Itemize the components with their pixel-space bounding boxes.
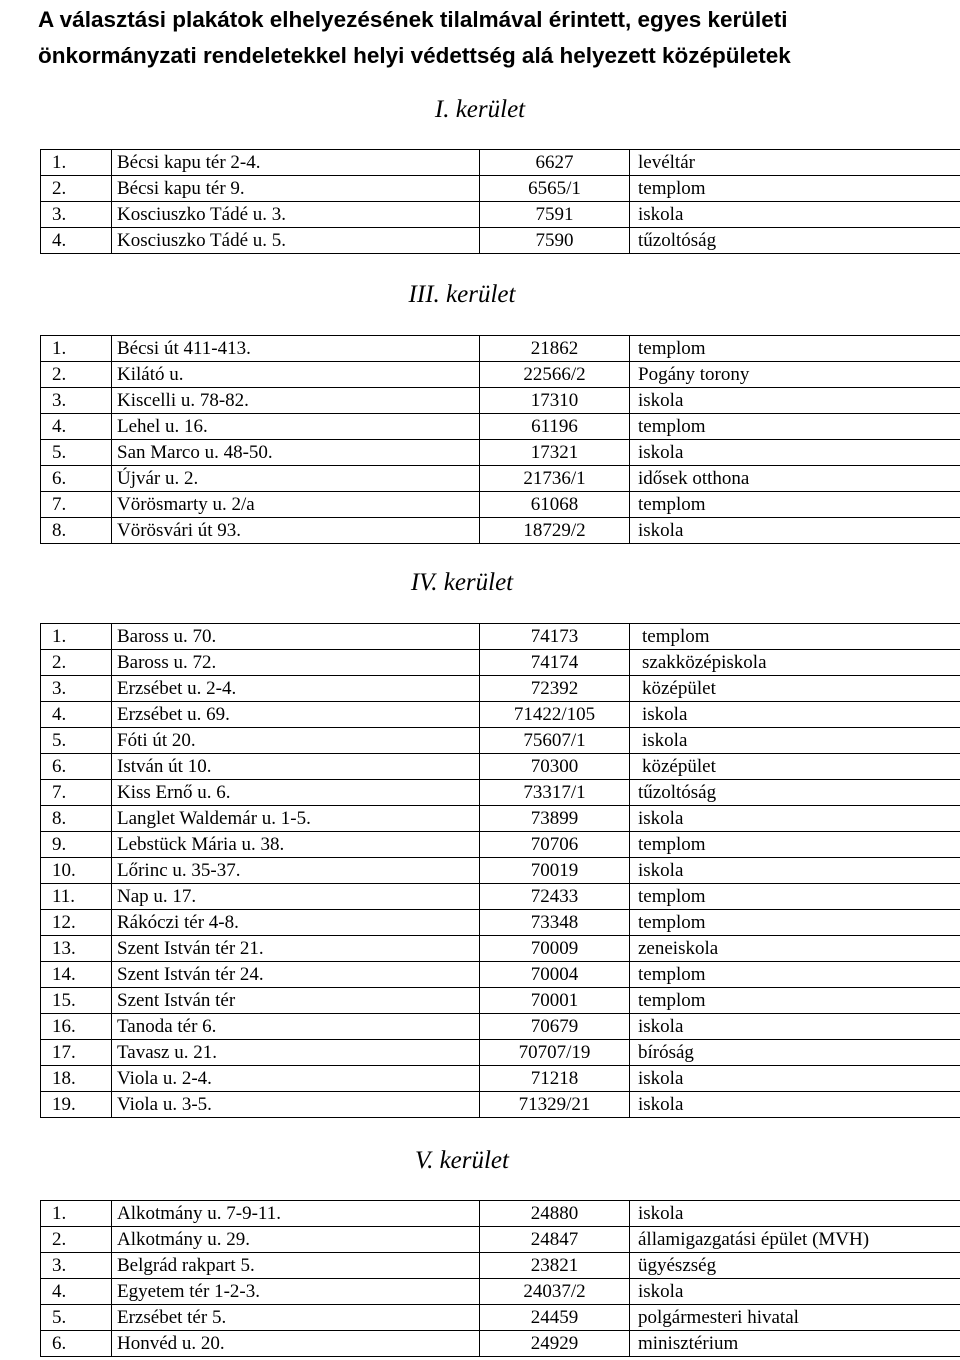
address-cell: Baross u. 70.: [112, 624, 480, 650]
lot-number-cell: 24929: [480, 1331, 630, 1357]
building-type-cell: iskola: [630, 1279, 960, 1305]
row-number: 1.: [41, 336, 112, 362]
row-number: 3.: [41, 1253, 112, 1279]
lot-number-cell: 72433: [480, 884, 630, 910]
table-row: [41, 388, 960, 414]
address-cell: Kosciuszko Tádé u. 5.: [112, 228, 480, 254]
table-row: [41, 336, 960, 362]
lot-number-cell: 23821: [480, 1253, 630, 1279]
table-row: [41, 150, 960, 176]
lot-number-cell: 61196: [480, 414, 630, 440]
address-cell: Kiscelli u. 78-82.: [112, 388, 480, 414]
table-row: [41, 1014, 960, 1040]
address-cell: Bécsi kapu tér 2-4.: [112, 150, 480, 176]
row-number: 2.: [41, 1227, 112, 1253]
row-number: 2.: [41, 362, 112, 388]
table-row: [41, 518, 960, 544]
table-row: [41, 466, 960, 492]
lot-number-cell: 24459: [480, 1305, 630, 1331]
district-table-v: [40, 1200, 960, 1357]
building-type-cell: templom: [630, 962, 960, 988]
address-cell: Tanoda tér 6.: [112, 1014, 480, 1040]
row-number: 4.: [41, 414, 112, 440]
building-type-cell: iskola: [630, 1201, 960, 1227]
lot-number-cell: 74173: [480, 624, 630, 650]
row-number: 3.: [41, 676, 112, 702]
row-number: 4.: [41, 1279, 112, 1305]
building-type-cell: szakközépiskola: [630, 650, 960, 676]
lot-number-cell: 7591: [480, 202, 630, 228]
row-number: 18.: [41, 1066, 112, 1092]
lot-number-cell: 18729/2: [480, 518, 630, 544]
address-cell: San Marco u. 48-50.: [112, 440, 480, 466]
table-row: [41, 624, 960, 650]
lot-number-cell: 24880: [480, 1201, 630, 1227]
lot-number-cell: 70300: [480, 754, 630, 780]
row-number: 3.: [41, 202, 112, 228]
building-type-cell: zeneiskola: [630, 936, 960, 962]
building-type-cell: középület: [630, 754, 960, 780]
building-type-cell: templom: [630, 414, 960, 440]
lot-number-cell: 22566/2: [480, 362, 630, 388]
building-type-cell: idősek otthona: [630, 466, 960, 492]
address-cell: Viola u. 3-5.: [112, 1092, 480, 1118]
row-number: 5.: [41, 728, 112, 754]
table-row: [41, 228, 960, 254]
building-type-cell: Pogány torony: [630, 362, 960, 388]
row-number: 7.: [41, 492, 112, 518]
table-row: [41, 832, 960, 858]
building-type-cell: tűzoltóság: [630, 780, 960, 806]
building-type-cell: templom: [630, 336, 960, 362]
lot-number-cell: 70019: [480, 858, 630, 884]
address-cell: István út 10.: [112, 754, 480, 780]
building-type-cell: templom: [630, 884, 960, 910]
address-cell: Vörösvári út 93.: [112, 518, 480, 544]
row-number: 5.: [41, 440, 112, 466]
building-type-cell: minisztérium: [630, 1331, 960, 1357]
table-row: [41, 1227, 960, 1253]
address-cell: Lebstück Mária u. 38.: [112, 832, 480, 858]
district-heading-v: V. kerület: [415, 1147, 509, 1174]
table-row: [41, 1092, 960, 1118]
building-type-cell: iskola: [630, 518, 960, 544]
lot-number-cell: 70679: [480, 1014, 630, 1040]
building-type-cell: templom: [630, 910, 960, 936]
address-cell: Nap u. 17.: [112, 884, 480, 910]
lot-number-cell: 75607/1: [480, 728, 630, 754]
lot-number-cell: 6627: [480, 150, 630, 176]
lot-number-cell: 71422/105: [480, 702, 630, 728]
building-type-cell: templom: [630, 624, 960, 650]
building-type-cell: iskola: [630, 440, 960, 466]
building-type-cell: államigazgatási épület (MVH): [630, 1227, 960, 1253]
title-line-1: A választási plakátok elhelyezésének tilalmával érintett, egyes kerületi: [38, 7, 788, 32]
lot-number-cell: 73317/1: [480, 780, 630, 806]
row-number: 10.: [41, 858, 112, 884]
address-cell: Erzsébet u. 69.: [112, 702, 480, 728]
table-row: [41, 884, 960, 910]
address-cell: Kosciuszko Tádé u. 3.: [112, 202, 480, 228]
row-number: 6.: [41, 754, 112, 780]
address-cell: Baross u. 72.: [112, 650, 480, 676]
building-type-cell: középület: [630, 676, 960, 702]
table-row: [41, 1331, 960, 1357]
row-number: 16.: [41, 1014, 112, 1040]
table-row: [41, 1201, 960, 1227]
table-row: [41, 728, 960, 754]
table-row: [41, 492, 960, 518]
table-row: [41, 1066, 960, 1092]
building-type-cell: templom: [630, 176, 960, 202]
table-row: [41, 202, 960, 228]
building-type-cell: ügyészség: [630, 1253, 960, 1279]
address-cell: Erzsébet u. 2-4.: [112, 676, 480, 702]
row-number: 1.: [41, 150, 112, 176]
lot-number-cell: 61068: [480, 492, 630, 518]
lot-number-cell: 21736/1: [480, 466, 630, 492]
title-line-2: önkormányzati rendeletekkel helyi védettség alá helyezett középületek: [38, 43, 791, 68]
building-type-cell: bíróság: [630, 1040, 960, 1066]
row-number: 11.: [41, 884, 112, 910]
row-number: 19.: [41, 1092, 112, 1118]
row-number: 12.: [41, 910, 112, 936]
address-cell: Viola u. 2-4.: [112, 1066, 480, 1092]
building-type-cell: templom: [630, 492, 960, 518]
table-row: [41, 414, 960, 440]
table-row: [41, 780, 960, 806]
row-number: 15.: [41, 988, 112, 1014]
building-type-cell: iskola: [630, 858, 960, 884]
row-number: 5.: [41, 1305, 112, 1331]
building-type-cell: templom: [630, 832, 960, 858]
building-type-cell: iskola: [630, 1092, 960, 1118]
row-number: 9.: [41, 832, 112, 858]
building-type-cell: iskola: [630, 1014, 960, 1040]
building-type-cell: levéltár: [630, 150, 960, 176]
lot-number-cell: 17321: [480, 440, 630, 466]
address-cell: Fóti út 20.: [112, 728, 480, 754]
address-cell: Honvéd u. 20.: [112, 1331, 480, 1357]
table-row: [41, 988, 960, 1014]
row-number: 1.: [41, 624, 112, 650]
address-cell: Kilátó u.: [112, 362, 480, 388]
lot-number-cell: 70707/19: [480, 1040, 630, 1066]
row-number: 1.: [41, 1201, 112, 1227]
address-cell: Alkotmány u. 29.: [112, 1227, 480, 1253]
lot-number-cell: 71218: [480, 1066, 630, 1092]
address-cell: Szent István tér 21.: [112, 936, 480, 962]
address-cell: Bécsi út 411-413.: [112, 336, 480, 362]
table-row: [41, 910, 960, 936]
district-heading-iii: III. kerület: [408, 281, 516, 308]
table-row: [41, 440, 960, 466]
table-row: [41, 362, 960, 388]
address-cell: Lehel u. 16.: [112, 414, 480, 440]
table-row: [41, 1305, 960, 1331]
row-number: 4.: [41, 702, 112, 728]
building-type-cell: iskola: [630, 202, 960, 228]
building-type-cell: tűzoltóság: [630, 228, 960, 254]
building-type-cell: polgármesteri hivatal: [630, 1305, 960, 1331]
district-table-i: [40, 149, 960, 254]
address-cell: Alkotmány u. 7-9-11.: [112, 1201, 480, 1227]
table-row: [41, 176, 960, 202]
district-heading-i: I. kerület: [434, 96, 526, 123]
building-type-cell: iskola: [630, 806, 960, 832]
address-cell: Szent István tér: [112, 988, 480, 1014]
lot-number-cell: 21862: [480, 336, 630, 362]
row-number: 2.: [41, 176, 112, 202]
row-number: 7.: [41, 780, 112, 806]
lot-number-cell: 17310: [480, 388, 630, 414]
lot-number-cell: 72392: [480, 676, 630, 702]
district-table-iv: [40, 623, 960, 1118]
row-number: 3.: [41, 388, 112, 414]
row-number: 6.: [41, 466, 112, 492]
row-number: 8.: [41, 806, 112, 832]
table-row: [41, 1253, 960, 1279]
building-type-cell: iskola: [630, 1066, 960, 1092]
document-title: [38, 2, 938, 74]
building-type-cell: iskola: [630, 702, 960, 728]
row-number: 4.: [41, 228, 112, 254]
lot-number-cell: 70004: [480, 962, 630, 988]
table-row: [41, 702, 960, 728]
lot-number-cell: 73348: [480, 910, 630, 936]
address-cell: Kiss Ernő u. 6.: [112, 780, 480, 806]
building-type-cell: templom: [630, 988, 960, 1014]
address-cell: Szent István tér 24.: [112, 962, 480, 988]
lot-number-cell: 24847: [480, 1227, 630, 1253]
row-number: 17.: [41, 1040, 112, 1066]
lot-number-cell: 73899: [480, 806, 630, 832]
district-heading-iv: IV. kerület: [410, 569, 514, 596]
table-row: [41, 936, 960, 962]
row-number: 13.: [41, 936, 112, 962]
address-cell: Bécsi kapu tér 9.: [112, 176, 480, 202]
lot-number-cell: 7590: [480, 228, 630, 254]
district-table-iii: [40, 335, 960, 544]
table-row: [41, 806, 960, 832]
lot-number-cell: 70706: [480, 832, 630, 858]
address-cell: Egyetem tér 1-2-3.: [112, 1279, 480, 1305]
row-number: 8.: [41, 518, 112, 544]
address-cell: Langlet Waldemár u. 1-5.: [112, 806, 480, 832]
lot-number-cell: 74174: [480, 650, 630, 676]
address-cell: Lőrinc u. 35-37.: [112, 858, 480, 884]
table-row: [41, 1040, 960, 1066]
address-cell: Újvár u. 2.: [112, 466, 480, 492]
lot-number-cell: 70001: [480, 988, 630, 1014]
building-type-cell: iskola: [630, 388, 960, 414]
table-row: [41, 962, 960, 988]
address-cell: Rákóczi tér 4-8.: [112, 910, 480, 936]
row-number: 6.: [41, 1331, 112, 1357]
row-number: 14.: [41, 962, 112, 988]
lot-number-cell: 6565/1: [480, 176, 630, 202]
address-cell: Belgrád rakpart 5.: [112, 1253, 480, 1279]
lot-number-cell: 71329/21: [480, 1092, 630, 1118]
table-row: [41, 650, 960, 676]
address-cell: Tavasz u. 21.: [112, 1040, 480, 1066]
lot-number-cell: 70009: [480, 936, 630, 962]
table-row: [41, 754, 960, 780]
lot-number-cell: 24037/2: [480, 1279, 630, 1305]
table-row: [41, 676, 960, 702]
address-cell: Erzsébet tér 5.: [112, 1305, 480, 1331]
row-number: 2.: [41, 650, 112, 676]
table-row: [41, 1279, 960, 1305]
building-type-cell: iskola: [630, 728, 960, 754]
table-row: [41, 858, 960, 884]
address-cell: Vörösmarty u. 2/a: [112, 492, 480, 518]
